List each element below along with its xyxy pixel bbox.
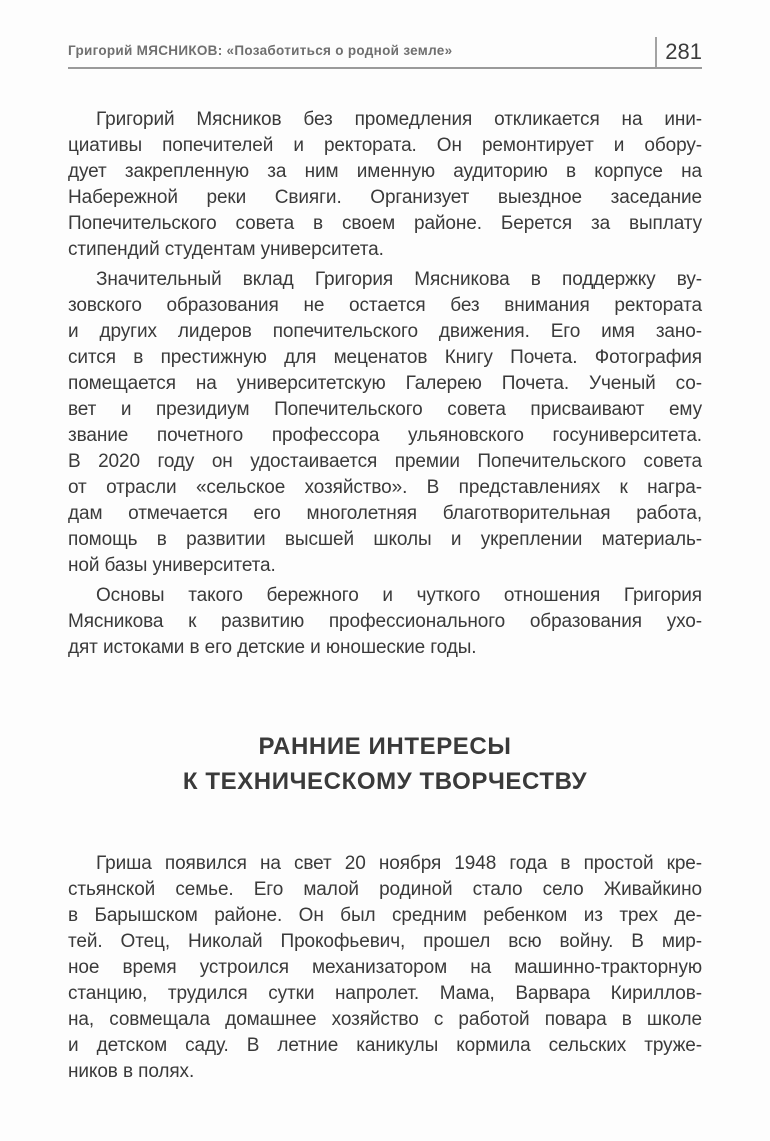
page-body — [68, 107, 702, 1085]
text-line: станцию, трудился сутки напролет. Мама, Варвара Кириллов- — [68, 983, 702, 1004]
text-line: и других лидеров попечительского движения. Его имя зано- — [68, 321, 702, 342]
text-line: тей. Отец, Николай Прокофьевич, прошел всю войну. В мир- — [68, 931, 702, 952]
text-line: ной базы университета. — [68, 555, 276, 576]
text-line: помощь в развитии высшей школы и укреплении материаль- — [68, 529, 702, 550]
paragraph — [68, 583, 702, 661]
section-heading — [68, 729, 702, 799]
text-line: звание почетного профессора ульяновского госуниверситета. — [68, 425, 702, 446]
text-line: от отрасли «сельское хозяйство». В представлениях к награ- — [68, 477, 702, 498]
text-line: циативы попечителей и ректората. Он ремонтирует и обору- — [68, 135, 702, 156]
running-header-title: Григорий МЯСНИКОВ: «Позаботиться о родной земле» — [68, 43, 453, 58]
text-line: на, совмещала домашнее хозяйство с работой повара в школе — [68, 1009, 702, 1030]
page-number: 281 — [655, 37, 702, 67]
text-line: Набережной реки Свияги. Организует выездное заседание — [68, 187, 702, 208]
text-line: стипендий студентам университета. — [68, 239, 384, 260]
text-line: Мясникова к развитию профессионального образования ухо- — [68, 611, 702, 632]
text-line: дам отмечается его многолетняя благотворительная работа, — [68, 503, 702, 524]
text-line: Основы такого бережного и чуткого отношения Григория — [96, 585, 702, 606]
heading-line: РАННИЕ ИНТЕРЕСЫ — [258, 733, 512, 760]
paragraph — [68, 107, 702, 263]
paragraph — [68, 851, 702, 1085]
text-line: стьянской семье. Его малой родиной стало село Живайкино — [68, 879, 702, 900]
heading-line: К ТЕХНИЧЕСКОМУ ТВОРЧЕСТВУ — [182, 768, 588, 795]
text-line: помещается на университетскую Галерею Почета. Ученый со- — [68, 373, 702, 394]
text-line: дят истоками в его детские и юношеские годы. — [68, 637, 477, 658]
text-line: и детском саду. В летние каникулы кормила сельских труже- — [68, 1035, 702, 1056]
text-line: сится в престижную для меценатов Книгу Почета. Фотография — [68, 347, 702, 368]
text-line: В 2020 году он удостаивается премии Попечительского совета — [68, 451, 702, 472]
page-header — [68, 32, 702, 69]
text-line: ников в полях. — [68, 1061, 195, 1082]
text-line: ное время устроился механизатором на машинно-тракторную — [68, 957, 702, 978]
text-line: Значительный вклад Григория Мясникова в поддержку ву- — [96, 269, 702, 290]
text-line: Гриша появился на свет 20 ноября 1948 года в простой кре- — [96, 853, 702, 874]
paragraph — [68, 267, 702, 579]
text-line: вет и президиум Попечительского совета присваивают ему — [68, 399, 702, 420]
text-line: зовского образования не остается без внимания ректората — [68, 295, 702, 316]
text-line: в Барышском районе. Он был средним ребенком из трех де- — [68, 905, 702, 926]
text-line: Попечительского совета в своем районе. Берется за выплату — [68, 213, 702, 234]
text-line: Григорий Мясников без промедления откликается на ини- — [96, 109, 702, 130]
text-line: дует закрепленную за ним именную аудиторию в корпусе на — [68, 161, 702, 182]
